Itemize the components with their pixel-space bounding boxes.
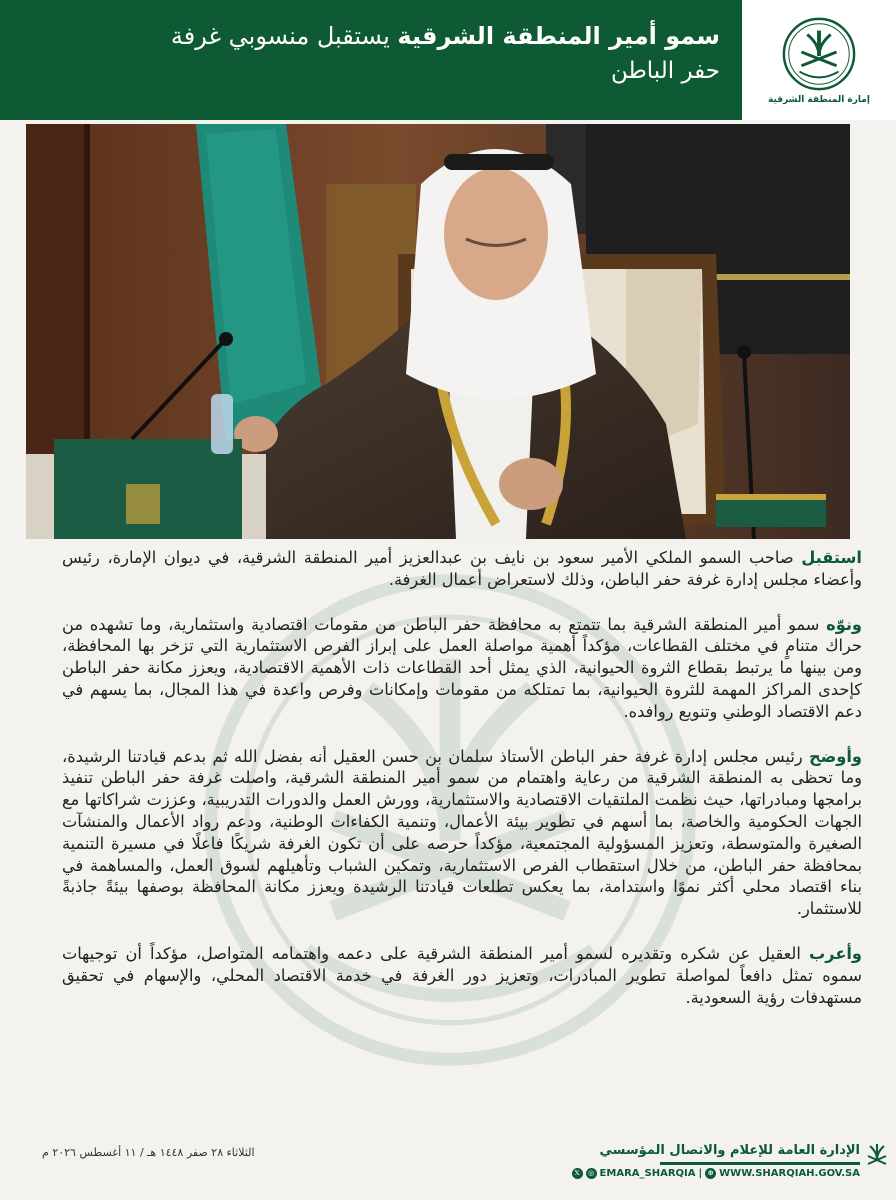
footer-branding	[560, 1142, 860, 1179]
website-link[interactable]: WWW.SHARQIAH.GOV.SA	[719, 1168, 860, 1179]
paragraph-commendation	[62, 614, 862, 723]
page-title	[20, 18, 720, 54]
saudi-emblem-icon	[780, 15, 858, 93]
footer-divider	[660, 1162, 860, 1165]
publish-date: الثلاثاء ٢٨ صفر ١٤٤٨ هـ / ١١ أغسطس ٢٠٢٦ م	[42, 1146, 255, 1159]
x-icon[interactable]: 𝕏	[572, 1168, 583, 1179]
logo-caption: إمارة المنطقة الشرقية	[768, 95, 870, 105]
paragraph-text: رئيس مجلس إدارة غرفة حفر الباطن الأستاذ سلمان بن حسن العقيل أنه بفضل الله ثم بدعم قيادتنا الرشيدة، وما تحظى به المنطقة الشرقية من رعاية واهتمام من سمو أمير المنطقة الشرقية، واصلت غرفة حفر الباطن تنفيذ برامجها ومبادراتها، حيث نظمت الملتقيات الاقتصادية والاستثمارية، وورش العمل والدورات التدريبية، وعززت شراكاتها مع الجهات الحكومية والخاصة، بما أسهم في تطوير بيئة الأعمال، وتنمية الكفاءات الوطنية، ودعم رواد الأعمال والمنشآت الصغيرة والمتوسطة، وتعزيز المسؤولية المجتمعية، مؤكداً حرصه على أن تكون الغرفة شريكًا فاعلًا في مسيرة التنمية بمحافظة حفر الباطن، من خلال استقطاب الفرص الاستثمارية، وتمكين الشباب وتأهيلهم لسوق العمل، والمساهمة في بناء اقتصاد محلي أكثر نموًا واستدامة، بما يعكس تطلعات قيادتنا الرشيدة ويعزز مكانة المحافظة بوصفها بيئةً جاذبةً للاستثمار.	[62, 746, 862, 919]
title-bold: سمو أمير المنطقة الشرقية	[397, 22, 720, 50]
separator: |	[698, 1168, 703, 1179]
footer-links	[560, 1168, 860, 1179]
paragraph-text: سمو أمير المنطقة الشرقية بما تتمتع به محافظة حفر الباطن من مقومات اقتصادية واستثمارية، وما تشهده من حراك متنامٍ في مختلف القطاعات، مؤكداً أهمية مواصلة العمل على إبراز الفرص الاستثمارية التي تزخر بها المحافظة، ومن بينها ما يرتبط بقطاع الثروة الحيوانية، الذي يمثل أحد القطاعات ذات الأهمية الاقتصادية، ويعزز مكانة حفر الباطن كإحدى المراكز المهمة للثروة الحيوانية، بما تمتلكه من مقومات وإمكانات وفرص واعدة في هذا المجال، بما يسهم في دعم الاقتصاد الوطني وتنويع روافده.	[62, 614, 862, 721]
instagram-icon[interactable]: ◎	[586, 1168, 597, 1179]
lead-word: وأوضح	[809, 746, 862, 766]
emirate-logo	[742, 0, 896, 120]
page-header	[0, 0, 896, 120]
lead-word: استقبل	[801, 548, 862, 567]
main-photo	[26, 124, 850, 539]
paragraph-text: العقيل عن شكره وتقديره لسمو أمير المنطقة الشرقية على دعمه واهتمامه المتواصل، مؤكداً أن توجيهات سموه تمثل دافعاً لمواصلة تطوير المبادرات، وتعزيز دور الغرفة في خدمة الاقتصاد المحلي، والإسهام في تحقيق مستهدفات رؤية السعودية.	[62, 943, 862, 1007]
paragraph-reception	[62, 547, 862, 591]
paragraph-text: صاحب السمو الملكي الأمير سعود بن نايف بن عبدالعزيز أمير المنطقة الشرقية، في ديوان الإمارة، رئيس وأعضاء مجلس إدارة غرفة حفر الباطن، وذلك لاستعراض أعمال الغرفة.	[62, 548, 862, 589]
paragraph-clarification	[62, 746, 862, 920]
page-subtitle: حفر الباطن	[610, 58, 720, 84]
footer-emblem-icon	[864, 1140, 890, 1172]
article-body	[62, 547, 862, 1031]
title-rest: يستقبل منسوبي غرفة	[170, 22, 390, 50]
photo-illustration	[26, 124, 850, 539]
footer-org-name: الإدارة العامة للإعلام والاتصال المؤسسي	[599, 1143, 860, 1158]
title-band	[0, 0, 742, 120]
social-handle[interactable]: EMARA_SHARQIA	[599, 1168, 696, 1179]
lead-word: ونوّه	[826, 614, 862, 634]
lead-word: وأعرب	[808, 943, 862, 963]
globe-icon[interactable]: ⊕	[705, 1168, 716, 1179]
paragraph-gratitude	[62, 943, 862, 1008]
